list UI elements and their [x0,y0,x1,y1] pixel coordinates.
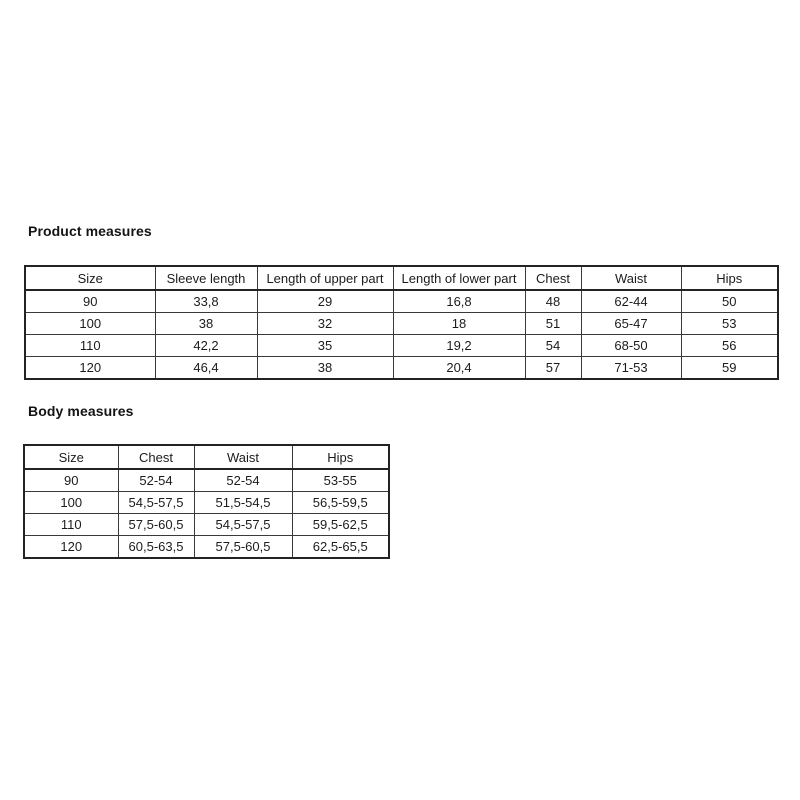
table-row [24,469,389,492]
table-cell: 52-54 [118,469,194,492]
column-header: Size [25,266,155,290]
column-header: Length of lower part [393,266,525,290]
table-cell: 35 [257,335,393,357]
table-cell: 57 [525,357,581,380]
table-cell: 19,2 [393,335,525,357]
table-cell: 33,8 [155,290,257,313]
table-cell: 38 [257,357,393,380]
column-header: Sleeve length [155,266,257,290]
table-cell: 54,5-57,5 [118,492,194,514]
column-header: Hips [681,266,778,290]
table-cell: 54 [525,335,581,357]
product-measures-table [24,265,779,380]
table-cell: 56 [681,335,778,357]
body-measures-title: Body measures [28,403,134,419]
table-cell: 57,5-60,5 [194,536,292,559]
table-cell: 100 [25,313,155,335]
table-row [25,357,778,380]
table-cell: 120 [25,357,155,380]
table-cell: 20,4 [393,357,525,380]
table-cell: 71-53 [581,357,681,380]
header-row [25,266,778,290]
table-cell: 100 [24,492,118,514]
table-cell: 62-44 [581,290,681,313]
table-cell: 48 [525,290,581,313]
column-header: Size [24,445,118,469]
table-cell: 53 [681,313,778,335]
product-measures-title: Product measures [28,223,152,239]
table-cell: 110 [25,335,155,357]
table-cell: 60,5-63,5 [118,536,194,559]
table-cell: 59 [681,357,778,380]
column-header: Waist [194,445,292,469]
table-cell: 51,5-54,5 [194,492,292,514]
header-row [24,445,389,469]
table-row [24,514,389,536]
table-cell: 56,5-59,5 [292,492,389,514]
table-row [25,290,778,313]
table-cell: 59,5-62,5 [292,514,389,536]
table-cell: 57,5-60,5 [118,514,194,536]
table-cell: 53-55 [292,469,389,492]
column-header: Waist [581,266,681,290]
table-cell: 62,5-65,5 [292,536,389,559]
table-row [24,536,389,559]
table-cell: 32 [257,313,393,335]
column-header: Hips [292,445,389,469]
table-cell: 90 [24,469,118,492]
table-cell: 50 [681,290,778,313]
table-row [25,335,778,357]
table-cell: 110 [24,514,118,536]
table-row [24,492,389,514]
table-cell: 29 [257,290,393,313]
table-cell: 46,4 [155,357,257,380]
table-cell: 51 [525,313,581,335]
table-cell: 42,2 [155,335,257,357]
column-header: Chest [118,445,194,469]
table-cell: 65-47 [581,313,681,335]
table-cell: 68-50 [581,335,681,357]
table-cell: 18 [393,313,525,335]
table-cell: 90 [25,290,155,313]
column-header: Chest [525,266,581,290]
column-header: Length of upper part [257,266,393,290]
table-cell: 16,8 [393,290,525,313]
table-cell: 54,5-57,5 [194,514,292,536]
body-measures-table [23,444,390,559]
table-row [25,313,778,335]
table-cell: 38 [155,313,257,335]
table-cell: 120 [24,536,118,559]
table-cell: 52-54 [194,469,292,492]
